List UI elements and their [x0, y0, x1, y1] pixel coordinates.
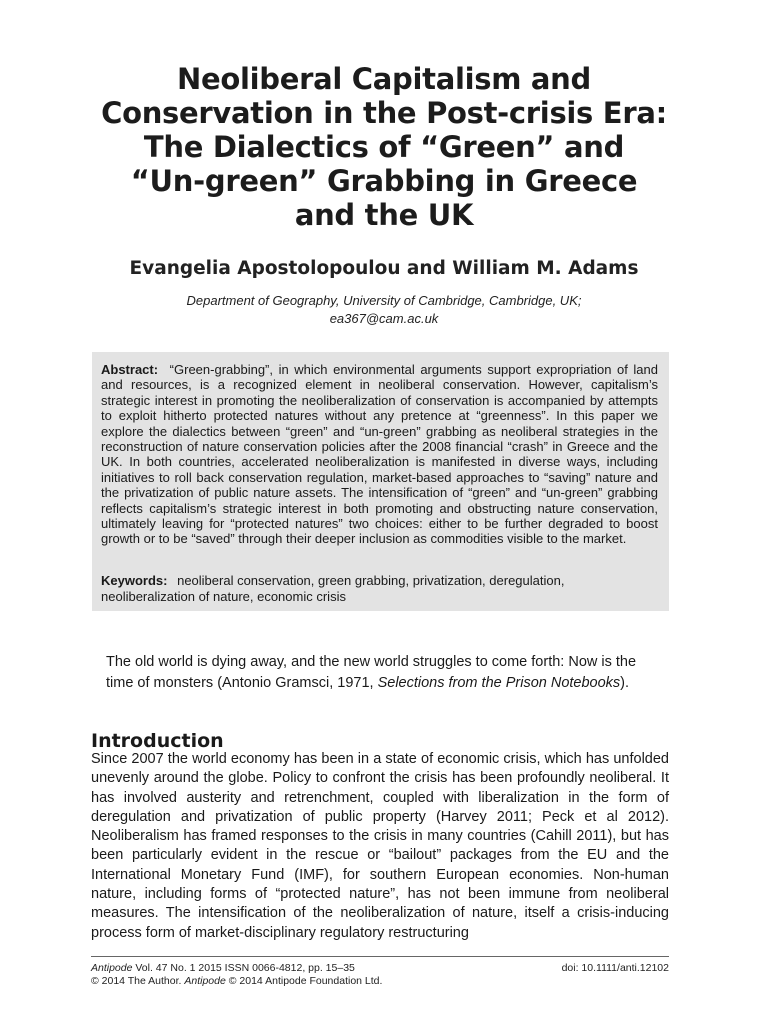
abstract-body: “Green-grabbing”, in which environmental arguments support expropriation of land and resources, is a recognized element in neoliberal conservation. However, capitalism’s strategic interest in promoting the neoliberalization of conservation is accompanied by attempts to exploit hitherto protected natures without any pretence at “greenness”. In this paper we explore the dialectics between “green” and “un-green” grabbing as neoliberal strategies in the reconstruction of nature conservation policies after the 2008 financial “crash” in Greece and the UK. In both countries, accelerated neoliberalization is manifested in diverse ways, including initiatives to roll back conservation regulation, market-based approaches to “saving” nature and the privatization of public nature assets. The intensification of “green” and “un-green” grabbing reflects capitalism’s strategic interest in both promoting and obstructing nature conservation, ultimately leaving for “protected natures” two choices: either to be further degraded to boost growth or to be “saved” through their deeper inclusion as commodities visible to the market. — [101, 362, 658, 547]
footer-divider — [91, 956, 669, 957]
affiliation — [0, 292, 768, 328]
keywords — [101, 573, 661, 605]
introduction-paragraph: Since 2007 the world economy has been in a state of economic crisis, which has unfolded unevenly around the globe. Policy to confront the crisis has been profoundly neoliberal. It has involved austerity and retrenchment, coupled with liberalization in the form of deregulation and privatization of public property (Harvey 2011; Peck et al 2012). Neoliberalism has framed responses to the crisis in many countries (Cahill 2011), but has been particularly evident in the rescue or “bailout” packages from the EU and the International Monetary Fund (IMF), for southern European economies. Non-human nature, including forms of “protected nature”, has not been immune from neoliberal measures. The intensification of the neoliberalization of nature, itself a crisis-inducing process form of market-disciplinary regulatory restructuring — [91, 751, 669, 941]
article-title — [60, 62, 708, 232]
title-line: Conservation in the Post-crisis Era: — [101, 96, 667, 130]
keywords-list: neoliberal conservation, green grabbing, privatization, deregulation, neoliberalization of nature, economic crisis — [101, 573, 565, 604]
abstract-label: Abstract: — [101, 362, 159, 377]
authors: Evangelia Apostolopoulou and William M. Adams — [129, 258, 639, 279]
footer-journal-name: Antipode — [91, 962, 133, 974]
footer-copyright: © 2014 The Author. Antipode © 2014 Antipode Foundation Ltd. — [91, 975, 383, 987]
epigraph-close: ). — [620, 675, 630, 691]
title-line: Neoliberal Capitalism and — [177, 62, 591, 96]
epigraph-quote: The old world is dying away, and the new world struggles to come forth: Now is the time of monsters (Antonio Gramsci, 1971, — [106, 654, 637, 691]
keywords-label: Keywords: — [101, 573, 168, 588]
footer-doi[interactable]: doi: 10.1111/anti.12102 — [561, 962, 669, 974]
affiliation-email[interactable]: ea367@cam.ac.uk — [329, 311, 439, 326]
epigraph — [106, 652, 666, 694]
epigraph-source: Selections from the Prison Notebooks — [377, 675, 621, 691]
section-heading-introduction: Introduction — [91, 730, 224, 752]
title-line: The Dialectics of “Green” and — [143, 130, 625, 164]
footer-citation — [91, 962, 511, 988]
abstract — [101, 362, 658, 547]
footer-journal-line — [91, 962, 511, 975]
affiliation-department: Department of Geography, University of Cambridge, Cambridge, UK; — [186, 293, 582, 308]
footer-volume: Vol. 47 No. 1 2015 ISSN 0066-4812, pp. 15–35 — [132, 962, 355, 974]
title-line: “Un-green” Grabbing in Greece — [130, 164, 638, 198]
title-line: and the UK — [294, 198, 474, 232]
